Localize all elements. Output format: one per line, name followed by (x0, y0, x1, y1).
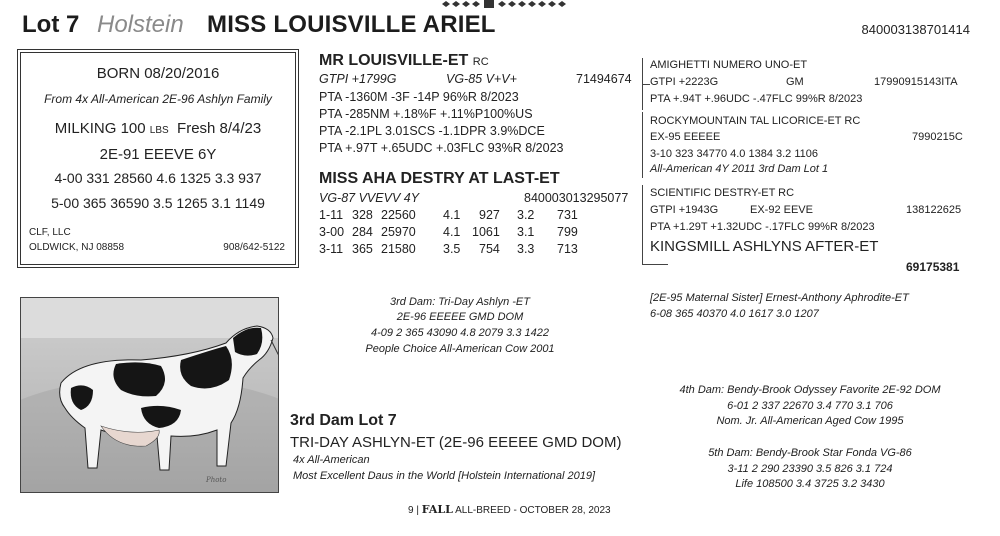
born-date: BORN 08/20/2016 (96, 65, 220, 82)
ss-gtpi: GTPI +2223G (650, 76, 719, 88)
animal-info-box (20, 52, 296, 265)
record-milk: 22560 (381, 208, 416, 222)
record-age: 3-11 (319, 242, 344, 256)
photo-caption-title: 3rd Dam Lot 7 (290, 412, 397, 429)
sire-tag: RC (472, 56, 489, 68)
photo-caption-line: 4x All-American (293, 454, 370, 466)
record-fat: 927 (479, 208, 500, 222)
record-age: 3-00 (319, 225, 345, 239)
page-footer (408, 503, 611, 516)
sd-name: ROCKYMOUNTAIN TAL LICORICE-ET (650, 115, 842, 127)
sire-gtpi: GTPI +1799G (319, 72, 397, 86)
maternal-sister: [2E-95 Maternal Sister] Ernest-Anthony Aphrodite-ET (650, 292, 909, 304)
cow-photo (20, 297, 279, 493)
maternal-sister-record: 6-08 365 40370 4.0 1617 3.0 1207 (650, 308, 819, 320)
record-days: 365 (352, 242, 373, 256)
record-fat-pct: 4.1 (443, 208, 461, 222)
owner-phone: 908/642-5122 (223, 242, 285, 253)
fourth-dam-record: 6-01 2 337 22670 3.4 770 3.1 706 (727, 400, 893, 412)
sd-score: EX-95 EEEEE (650, 131, 721, 143)
pedigree-bracket (642, 264, 668, 265)
record-protein: 713 (557, 242, 578, 256)
sire-pta-line: PTA -2.1PL 3.01SCS -1.1DPR 3.9%DCE (319, 124, 545, 138)
fifth-dam-name: 5th Dam: Bendy-Brook Star Fonda VG-86 (708, 447, 912, 459)
ds-score: EX-92 EEVE (750, 204, 813, 216)
record-days: 284 (352, 225, 373, 239)
owner-city: OLDWICK, NJ 08858 (29, 242, 125, 253)
dam-score: VG-87 VVEVV 4Y (319, 191, 420, 205)
third-dam-name: 3rd Dam: Tri-Day Ashlyn -ET (390, 296, 530, 308)
ss-pta: PTA +.94T +.96UDC -.47FLC 99%R 8/2023 (650, 93, 863, 105)
record-protein: 799 (557, 225, 578, 239)
record-fat-pct: 3.5 (443, 242, 461, 256)
svg-text:Photo: Photo (206, 476, 227, 484)
third-dam-class: 2E-96 EEEEE GMD DOM (396, 311, 524, 323)
top-ornament-icon (440, 0, 570, 8)
photo-caption-name: TRI-DAY ASHLYN-ET (2E-96 EEEEE GMD DOM) (290, 434, 622, 451)
lot-number: Lot 7 (22, 11, 80, 38)
milking-line (21, 120, 295, 137)
photo-caption-line: Most Excellent Daus in the World [Holstein International 2019] (293, 470, 596, 482)
record-milk: 25970 (381, 225, 416, 239)
sire-score: VG-85 V+V+ (446, 72, 517, 86)
page-number: 9 (408, 505, 414, 516)
sd-name-line (650, 115, 860, 127)
sire-name-line (319, 52, 489, 70)
sire-pta-line: PTA -1360M -3F -14P 96%R 8/2023 (319, 90, 519, 104)
sire-pta-line: PTA +.97T +.65UDC +.03FLC 93%R 8/2023 (319, 141, 564, 155)
dam-reg: 840003013295077 (524, 191, 629, 205)
record-fat: 754 (479, 242, 500, 256)
third-dam-record: 4-09 2 365 43090 4.8 2079 3.3 1422 (371, 327, 549, 339)
ds-gtpi: GTPI +1943G (650, 204, 719, 216)
milking-unit: LBS (149, 125, 169, 136)
production-record: 4-00 331 28560 4.6 1325 3.3 937 (54, 170, 262, 186)
fresh-date: Fresh 8/4/23 (177, 120, 262, 137)
record-milk: 21580 (381, 242, 416, 256)
ss-name: AMIGHETTI NUMERO UNO-ET (650, 59, 808, 71)
ds-tag: RC (778, 187, 795, 199)
production-record: 5-00 365 36590 3.5 1265 3.1 1149 (51, 195, 265, 211)
record-fat-pct: 4.1 (443, 225, 461, 239)
registration-number: 840003138701414 (861, 22, 970, 37)
sire-reg: 71494674 (576, 72, 632, 86)
pedigree-bracket (642, 112, 643, 178)
classification: 2E-91 EEEVE 6Y (99, 146, 217, 163)
fifth-dam-record: 3-11 2 290 23390 3.5 826 3.1 724 (727, 463, 893, 475)
record-age: 1-11 (319, 208, 344, 222)
record-protein-pct: 3.1 (517, 225, 535, 239)
sd-record: 3-10 323 34770 4.0 1384 3.2 1106 (650, 148, 819, 160)
record-protein: 731 (557, 208, 578, 222)
record-days: 328 (352, 208, 373, 222)
ss-score: GM (786, 76, 804, 88)
third-dam-award: People Choice All-American Cow 2001 (365, 343, 555, 355)
ss-reg: 17990915143ITA (874, 76, 958, 88)
owner-name: CLF, LLC (29, 227, 71, 238)
fourth-dam-award: Nom. Jr. All-American Aged Cow 1995 (716, 415, 904, 427)
fourth-dam-name: 4th Dam: Bendy-Brook Odyssey Favorite 2E-92 DOM (679, 384, 941, 396)
sd-reg: 7990215C (912, 131, 963, 143)
dam-name: MISS AHA DESTRY AT LAST-ET (319, 170, 560, 187)
breed-label: Holstein (97, 11, 184, 38)
ds-name: SCIENTIFIC DESTRY-ET (650, 187, 776, 199)
dd-reg: 69175381 (906, 260, 960, 274)
sire-name: MR LOUISVILLE-ET (319, 52, 469, 69)
milking-amount: MILKING 100 (54, 120, 146, 137)
ds-pta: PTA +1.29T +1.32UDC -.17FLC 99%R 8/2023 (650, 221, 875, 233)
footer-season: FALL (421, 503, 453, 516)
sd-tag: RC (844, 115, 861, 127)
record-protein-pct: 3.3 (517, 242, 535, 256)
record-protein-pct: 3.2 (517, 208, 535, 222)
fifth-dam-lifetime: Life 108500 3.4 3725 3.2 3430 (735, 478, 885, 490)
dd-name: KINGSMILL ASHLYNS AFTER-ET (650, 238, 879, 255)
ds-name-line (650, 187, 794, 199)
animal-name: MISS LOUISVILLE ARIEL (207, 11, 496, 38)
footer-divider: | (416, 505, 422, 516)
record-fat: 1061 (472, 225, 500, 239)
sd-note: All-American 4Y 2011 3rd Dam Lot 1 (650, 163, 829, 175)
pedigree-bracket (642, 84, 650, 85)
pedigree-bracket (642, 185, 643, 265)
cow-photo-image (21, 298, 279, 493)
sire-pta-line: PTA -285NM +.18%F +.11%P100%US (319, 107, 533, 121)
ds-reg: 138122625 (906, 204, 962, 216)
footer-event: ALL-BREED - OCTOBER 28, 2023 (455, 505, 611, 516)
family-line: From 4x All-American 2E-96 Ashlyn Family (44, 92, 272, 106)
